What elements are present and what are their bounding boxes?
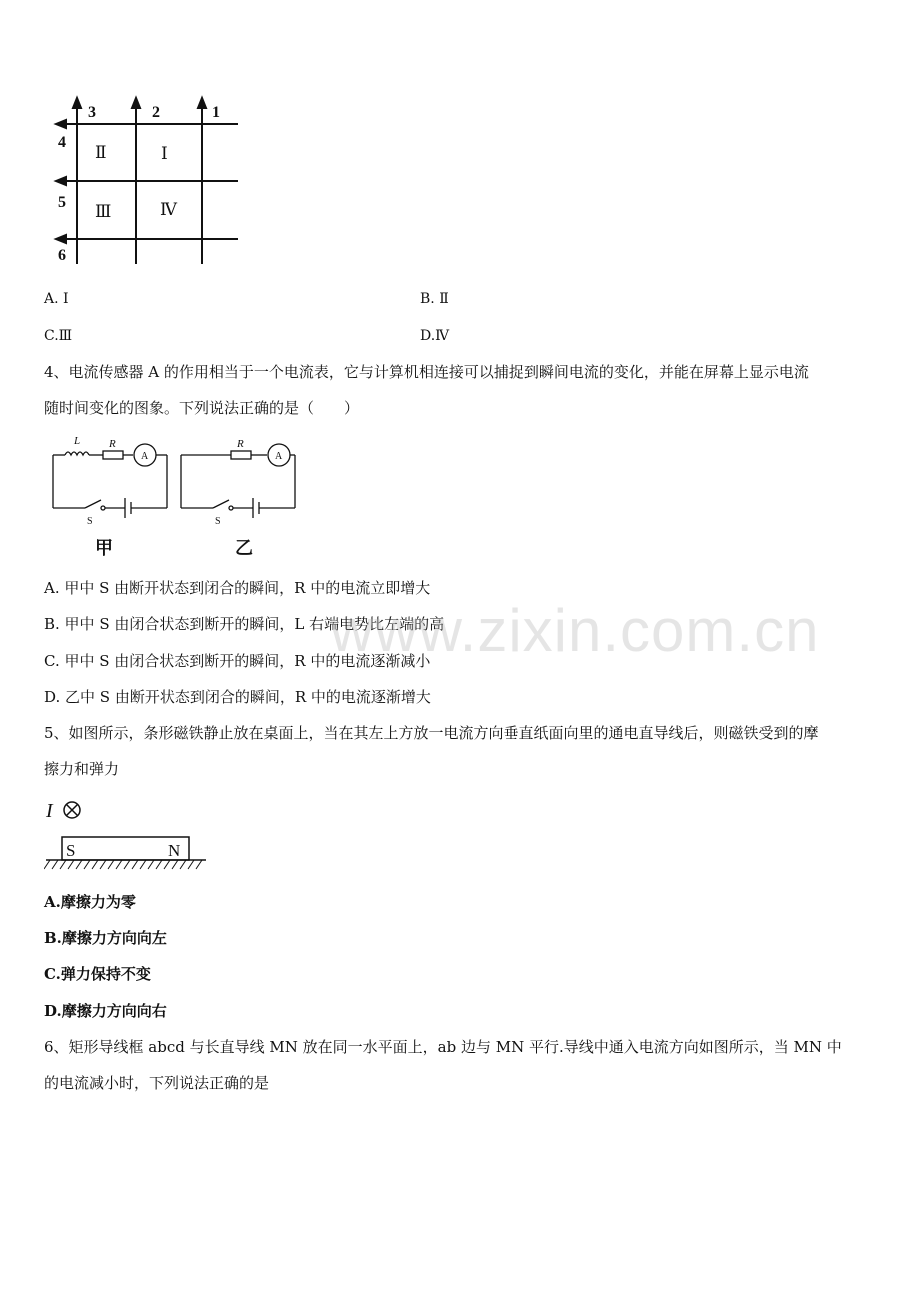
magnet-north-label: N [168,841,181,860]
q5-option-a: A.摩擦力为零 [44,893,136,911]
q3-option-b: B. Ⅱ [420,291,449,307]
inductor-label: L [74,435,81,447]
wire-label-2: 2 [152,104,160,121]
wire-label-6: 6 [58,247,66,264]
q6-stem-line2: 的电流减小时，下列说法正确的是 [44,1074,270,1092]
caption-yi: 乙 [235,538,253,558]
magnet-figure [44,795,214,875]
region-label-4: Ⅳ [160,200,177,219]
q4-stem-line2: 随时间变化的图象。下列说法正确的是（ ） [44,399,360,417]
q5-stem-line2: 擦力和弹力 [44,760,120,778]
q4-option-c: C. 甲中 S 由闭合状态到断开的瞬间，R 中的电流逐渐减小 [44,652,431,670]
q5-option-c: C.弹力保持不变 [44,965,151,983]
caption-jia: 甲 [95,538,113,558]
q5-option-b: B.摩擦力方向向左 [44,929,167,947]
q3-option-a: A. Ⅰ [44,291,69,307]
region-label-2: Ⅱ [95,143,107,162]
wire-label-5: 5 [58,194,66,211]
watermark: www.zixin.com.cn [330,597,820,664]
q4-option-a: A. 甲中 S 由断开状态到闭合的瞬间，R 中的电流立即增大 [44,579,431,597]
ammeter-label-right: A [275,451,283,462]
switch-label-left: S [87,516,93,527]
ammeter-label-left: A [141,451,149,462]
magnet-south-label: S [66,841,76,860]
region-label-3: Ⅲ [95,202,112,221]
resistor-label-left: R [109,438,116,450]
q5-stem-line1: 5、如图所示，条形磁铁静止放在桌面上，当在其左上方放一电流方向垂直纸面向里的通电直导线后，则磁铁受到的摩 [44,724,819,742]
q4-option-d: D. 乙中 S 由断开状态到闭合的瞬间，R 中的电流逐渐增大 [44,688,431,706]
resistor-label-right: R [237,438,244,450]
current-into-page-icon [64,802,80,818]
circuit-figure [45,430,305,560]
q5-option-d: D.摩擦力方向向右 [44,1002,167,1020]
q4-stem-line1: 4、电流传感器 A 的作用相当于一个电流表，它与计算机相连接可以捕捉到瞬间电流的变化，并能在屏幕上显示电流 [44,363,809,381]
wire-label-3: 3 [88,104,96,121]
wire-grid-figure [45,92,245,270]
q3-option-c: C.Ⅲ [44,328,73,344]
region-label-1: Ⅰ [161,144,168,163]
wire-label-4: 4 [58,134,66,151]
current-label: I [46,800,53,822]
q6-stem-line1: 6、矩形导线框 abcd 与长直导线 MN 放在同一水平面上，ab 边与 MN 平行.导线中通入电流方向如图所示，当 MN 中 [44,1038,842,1056]
q3-option-d: D.Ⅳ [420,328,450,344]
switch-label-right: S [215,516,221,527]
wire-label-1: 1 [212,104,220,121]
q4-option-b: B. 甲中 S 由闭合状态到断开的瞬间，L 右端电势比左端的高 [44,615,445,633]
